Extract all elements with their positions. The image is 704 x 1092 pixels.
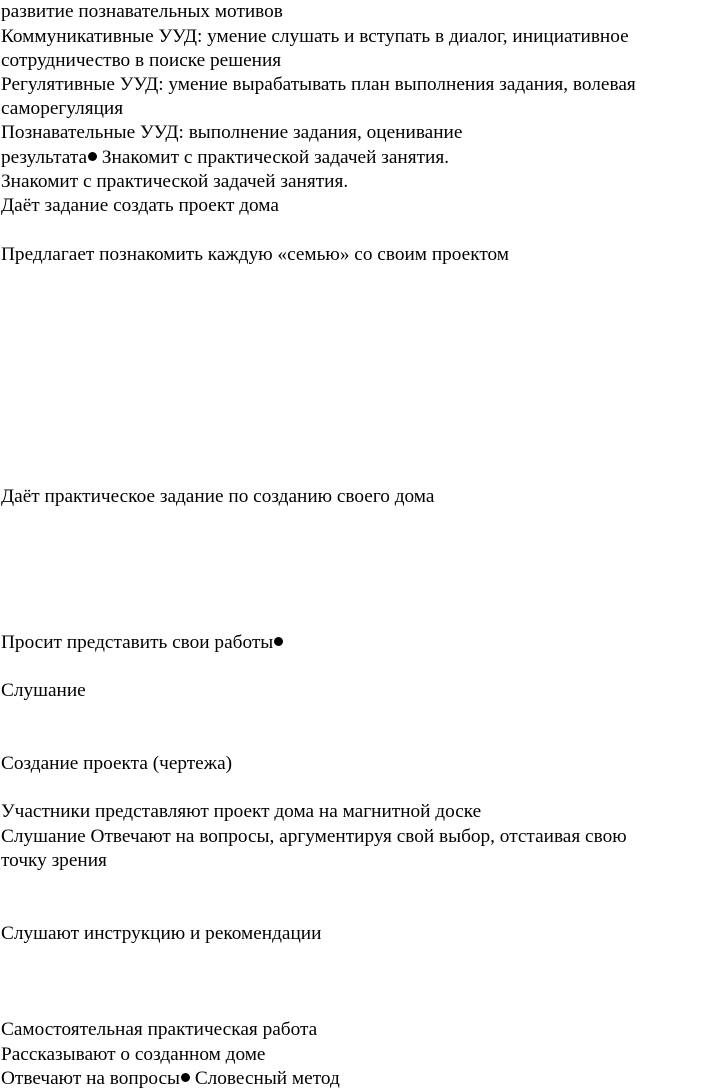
text-line (1, 170, 348, 194)
text-line (1, 825, 627, 849)
text-line (1, 73, 636, 97)
text-line (1, 194, 279, 218)
line-text: Создание проекта (чертежа) (1, 753, 233, 774)
line-text: Знакомит с практической задачей занятия. (1, 171, 349, 192)
text-line (1, 485, 434, 509)
line-text: результата (1, 147, 88, 168)
line-text: сотрудничество в поиске решения (1, 50, 282, 71)
bullet-icon (181, 1073, 190, 1082)
text-line (1, 243, 509, 267)
text-line (1, 800, 481, 824)
line-text: Слушание Отвечают на вопросы, аргументируя свой выбор, отстаивая свою (1, 826, 627, 847)
line-text: Просит представить свои работы (1, 632, 274, 653)
line-text: Регулятивные УУД: умение вырабатывать план выполнения задания, волевая (1, 74, 636, 95)
text-line (1, 679, 86, 703)
line-text: Даёт практическое задание по созданию своего дома (1, 486, 435, 507)
line-text: Словесный метод (194, 1068, 340, 1089)
text-line (1, 1018, 317, 1042)
line-text: Участники представляют проект дома на магнитной доске (1, 801, 482, 822)
line-text: Слушание (1, 680, 86, 701)
text-line (1, 752, 232, 776)
text-line (1, 0, 283, 24)
bullet-icon (88, 152, 97, 161)
text-line (1, 922, 321, 946)
text-line (1, 121, 462, 145)
line-text: точку зрения (1, 850, 107, 871)
line-text: Даёт задание создать проект дома (1, 195, 279, 216)
line-text: саморегуляция (1, 98, 124, 119)
text-line (1, 849, 107, 873)
line-text: Знакомит с практической задачей занятия. (101, 147, 450, 168)
line-text: развитие познавательных мотивов (1, 1, 283, 22)
line-text: Предлагает познакомить каждую «семью» со своим проектом (1, 244, 509, 265)
line-text: Отвечают на вопросы (1, 1068, 180, 1089)
text-line (1, 1067, 340, 1091)
line-text: Познавательные УУД: выполнение задания, оценивание (1, 122, 463, 143)
text-line (1, 146, 449, 170)
text-line (1, 631, 283, 655)
text-line (1, 49, 281, 73)
line-text: Самостоятельная практическая работа (1, 1019, 318, 1040)
line-text: Рассказывают о созданном доме (1, 1044, 266, 1065)
text-line (1, 1043, 265, 1067)
bullet-icon (274, 637, 283, 646)
text-line (1, 97, 123, 121)
line-text: Коммуникативные УУД: умение слушать и вступать в диалог, инициативное (1, 26, 629, 47)
line-text: Слушают инструкцию и рекомендации (1, 923, 322, 944)
text-line (1, 25, 629, 49)
